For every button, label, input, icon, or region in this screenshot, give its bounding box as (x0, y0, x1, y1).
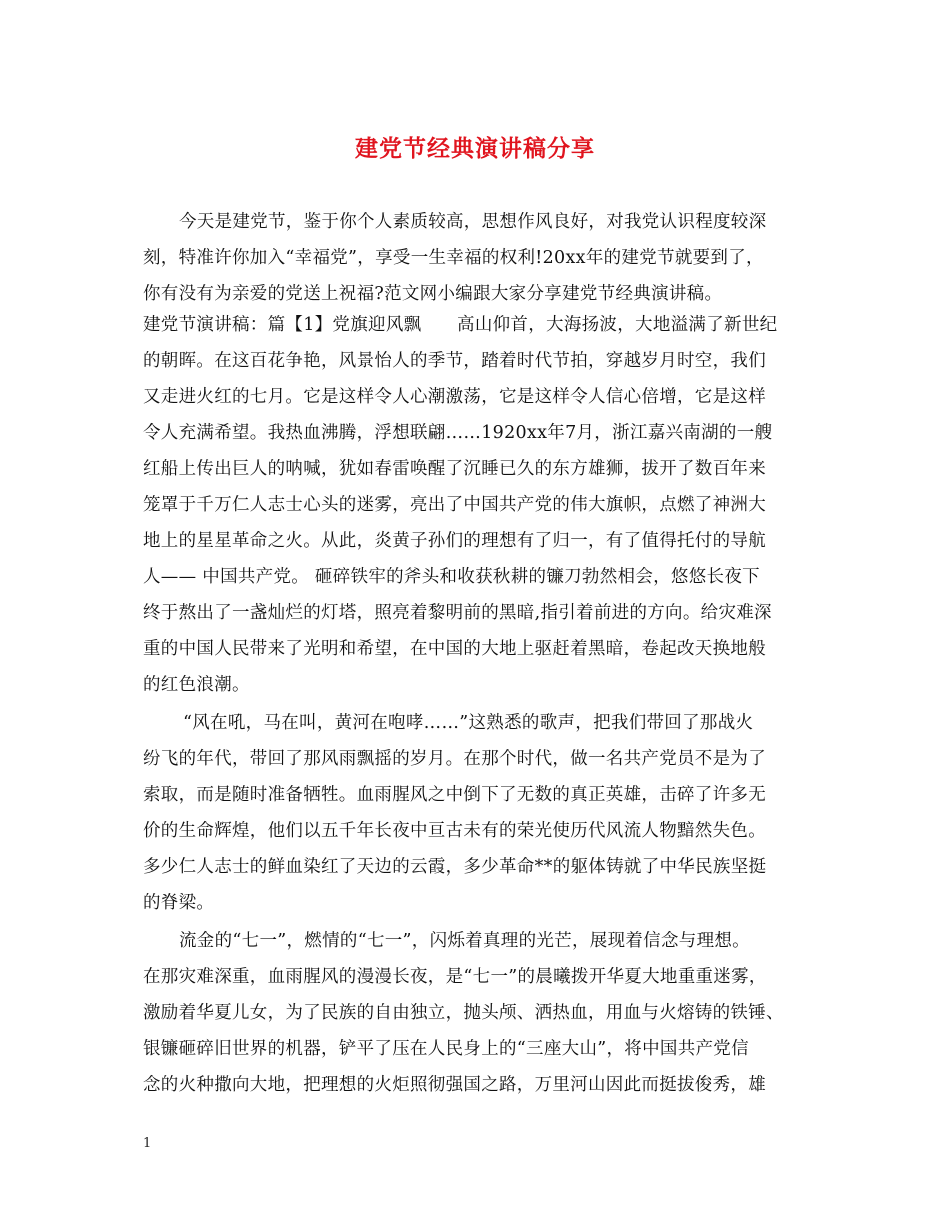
paragraph-line: 流金的“七一”，燃情的“七一”，闪烁着真理的光芒，展现着信念与理想。 (179, 931, 750, 951)
paragraph-line: 今天是建党节，鉴于你个人素质较高，思想作风良好，对我党认识程度较深 (179, 212, 767, 232)
paragraph-line: 令人充满希望。我热血沸腾，浮想联翩……1920xx年7月，浙江嘉兴南湖的一艘 (143, 423, 773, 443)
paragraph-line: 刻，特准许你加入“幸福党”，享受一生幸福的权利!20xx年的建党节就要到了， (143, 248, 764, 268)
paragraph-line: 的朝晖。在这百花争艳，风景怡人的季节，踏着时代节拍，穿越岁月时空，我们 (143, 351, 766, 371)
paragraph-line: 激励着华夏儿女，为了民族的自由独立，抛头颅、洒热血，用血与火熔铸的铁锤、 (143, 1003, 784, 1023)
paragraph-line: 的脊梁。 (143, 893, 215, 913)
paragraph-line: 建党节演讲稿：篇【1】党旗迎风飘 高山仰首，大海扬波，大地溢满了新世纪 (143, 315, 778, 335)
paragraph-line: 人—— 中国共产党。 砸碎铁牢的斧头和收获秋耕的镰刀勃然相会，悠悠长夜下 (143, 567, 760, 587)
paragraph-line: 银镰砸碎旧世界的机器，铲平了压在人民身上的“三座大山”，将中国共产党信 (143, 1039, 749, 1059)
paragraph-line: 念的火种撒向大地，把理想的火炬照彻强国之路，万里河山因此而挺拔俊秀，雄 (143, 1075, 766, 1095)
paragraph-line: 地上的星星革命之火。从此，炎黄子孙们的理想有了归一，有了值得托付的导航 (143, 531, 766, 551)
document-title: 建党节经典演讲稿分享 (355, 136, 595, 162)
paragraph-line: 价的生命辉煌，他们以五千年长夜中亘古未有的荣光使历代风流人物黯然失色。 (143, 821, 766, 841)
paragraph-line: 纷飞的年代，带回了那风雨飘摇的岁月。在那个时代，做一名共产党员不是为了 (143, 749, 766, 769)
paragraph-line: 你有没有为亲爱的党送上祝福?范文网小编跟大家分享建党节经典演讲稿。 (143, 284, 723, 304)
page-number: 1 (143, 1136, 152, 1151)
paragraph-line: 多少仁人志士的鲜血染红了天边的云霞，多少革命**的躯体铸就了中华民族坚挺 (143, 857, 767, 877)
paragraph-line: “风在吼，马在叫，黄河在咆哮……”这熟悉的歌声，把我们带回了那战火 (183, 713, 754, 733)
paragraph-line: 又走进火红的七月。它是这样令人心潮激荡，它是这样令人信心倍增，它是这样 (143, 387, 766, 407)
paragraph-line: 笼罩于千万仁人志士心头的迷雾，亮出了中国共产党的伟大旗帜，点燃了神洲大 (143, 495, 766, 515)
paragraph-line: 终于熬出了一盏灿烂的灯塔，照亮着黎明前的黑暗,指引着前进的方向。给灾难深 (143, 603, 772, 623)
paragraph-line: 重的中国人民带来了光明和希望，在中国的大地上驱赶着黑暗，卷起改天换地般 (143, 639, 766, 659)
paragraph-line: 红船上传出巨人的呐喊，犹如春雷唤醒了沉睡已久的东方雄狮，拔开了数百年来 (143, 459, 766, 479)
paragraph-line: 索取，而是随时准备牺牲。血雨腥风之中倒下了无数的真正英雄，击碎了许多无 (143, 785, 766, 805)
paragraph-line: 在那灾难深重，血雨腥风的漫漫长夜，是“七一”的晨曦拨开华夏大地重重迷雾， (143, 967, 767, 987)
paragraph-line: 的红色浪潮。 (143, 675, 250, 695)
